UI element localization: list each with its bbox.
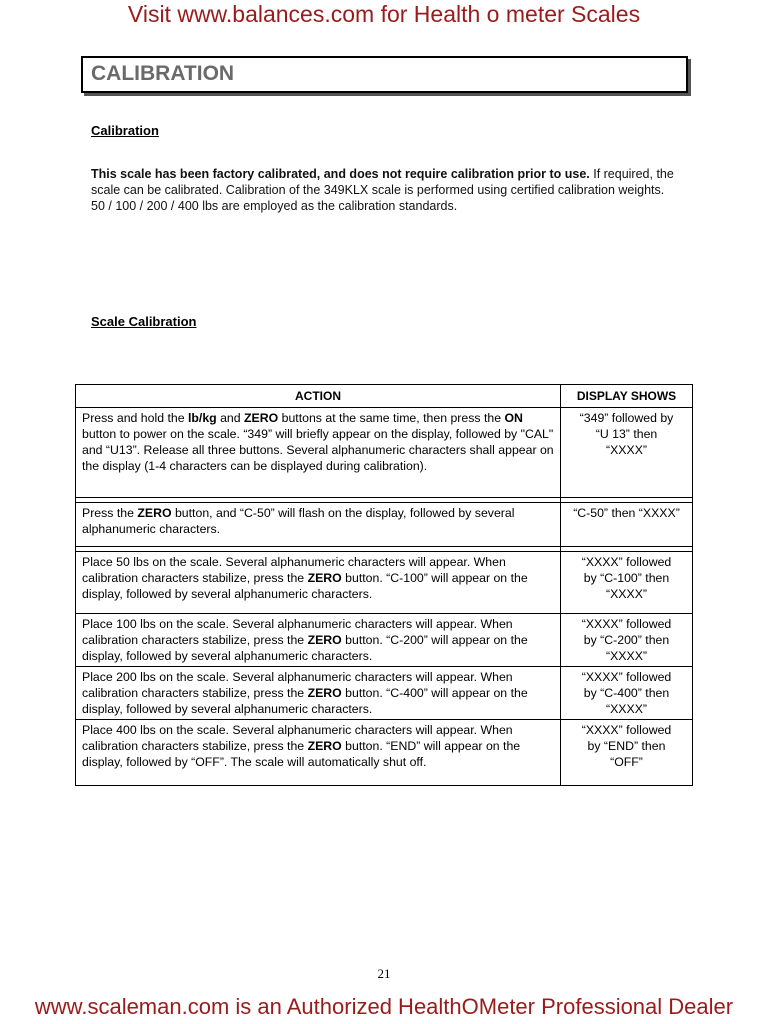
display-shows-cell [561,667,693,720]
display-line: by “C-200” then [583,633,670,647]
display-line: “349” followed by [579,411,674,425]
display-line: by “END” then [587,739,666,753]
action-cell [76,720,561,786]
table-body [76,408,693,786]
table-row [76,667,693,720]
calibration-heading: Calibration [91,123,159,138]
action-text: button. “C-100” will appear on the display, followed by several alphanumeric characters. [82,571,528,601]
scale-calibration-heading: Scale Calibration [91,314,197,329]
action-text: Place 400 lbs on the scale. Several alphanumeric characters will appear. When calibration characters stabilize, press the [82,723,513,753]
action-bold-text: ZERO [307,633,342,647]
action-text: button. “END” will appear on the display, followed by “OFF”. The scale will automatically shut off. [82,739,521,769]
action-text: buttons at the same time, then press the [278,411,505,425]
action-text: Place 200 lbs on the scale. Several alphanumeric characters will appear. When calibration characters stabilize, press the [82,670,513,700]
display-shows-cell [561,614,693,667]
calibration-intro [91,166,681,214]
table-row [76,408,693,498]
page-number: 21 [377,966,391,981]
action-bold-text: ON [504,411,523,425]
action-cell [76,408,561,498]
action-text: Press the [82,506,138,520]
action-bold-text: ZERO [307,686,342,700]
display-line: “XXXX” followed [581,723,672,737]
action-text: Place 100 lbs on the scale. Several alphanumeric characters will appear. When calibration characters stabilize, press the [82,617,513,647]
action-bold-text: ZERO [307,739,342,753]
display-line: “XXXX” [606,649,647,663]
display-shows-cell [561,552,693,614]
header-display-shows: DISPLAY SHOWS [561,385,693,408]
calibration-steps-table [75,384,693,786]
table-row [76,552,693,614]
table-row [76,720,693,786]
display-shows-cell [561,720,693,786]
bottom-banner-link[interactable]: www.scaleman.com is an Authorized HealthOMeter Professional Dealer [34,994,734,1019]
action-text: Place 50 lbs on the scale. Several alphanumeric characters will appear. When calibration characters stabilize, press the [82,555,506,585]
display-line: “U 13” then [595,427,658,441]
header-action: ACTION [76,385,561,408]
action-bold-text: ZERO [307,571,342,585]
display-line: “XXXX” followed [581,555,672,569]
display-line: “XXXX” [606,702,647,716]
top-banner-link[interactable]: Visit www.balances.com for Health o meter Scales [127,1,641,27]
action-text: Press and hold the [82,411,188,425]
table-row [76,614,693,667]
action-text: button. “C-200” will appear on the display, followed by several alphanumeric characters. [82,633,528,663]
action-bold-text: ZERO [137,506,172,520]
section-header-box [81,56,688,93]
intro-text: If required, the scale can be calibrated. Calibration of the 349KLX scale is performed using certified calibration weights. 50 / 100 / 200 / 400 lbs are employed as the calibration standards. [91,167,674,213]
display-line: “XXXX” followed [581,617,672,631]
display-line: “XXXX” [606,587,647,601]
display-line: “XXXX” [606,443,647,457]
section-title: CALIBRATION [91,62,235,85]
action-text: button. “C-400” will appear on the display, followed by several alphanumeric characters. [82,686,528,716]
display-line: “OFF” [610,755,643,769]
action-text: button to power on the scale. “349” will briefly appear on the display, followed by "CAL" and “U13”. Release all three buttons. Several alphanumeric characters shall appear on the display (1-4 characters can be displayed during calibration). [82,427,554,473]
action-cell [76,503,561,547]
action-cell [76,552,561,614]
display-line: by “C-400” then [583,686,670,700]
action-bold-text: lb/kg [187,411,217,425]
display-line: “C-50” then “XXXX” [573,506,680,520]
action-text: and [216,411,245,425]
action-bold-text: ZERO [244,411,279,425]
display-shows-cell [561,408,693,498]
display-line: by “C-100” then [583,571,670,585]
action-cell [76,667,561,720]
display-line: “XXXX” followed [581,670,672,684]
action-text: button, and “C-50” will flash on the display, followed by several alphanumeric characters. [82,506,515,536]
intro-bold-text: This scale has been factory calibrated, and does not require calibration prior to use. [91,167,590,181]
table-header-row [76,385,693,408]
display-shows-cell [561,503,693,547]
table-row [76,503,693,547]
action-cell [76,614,561,667]
